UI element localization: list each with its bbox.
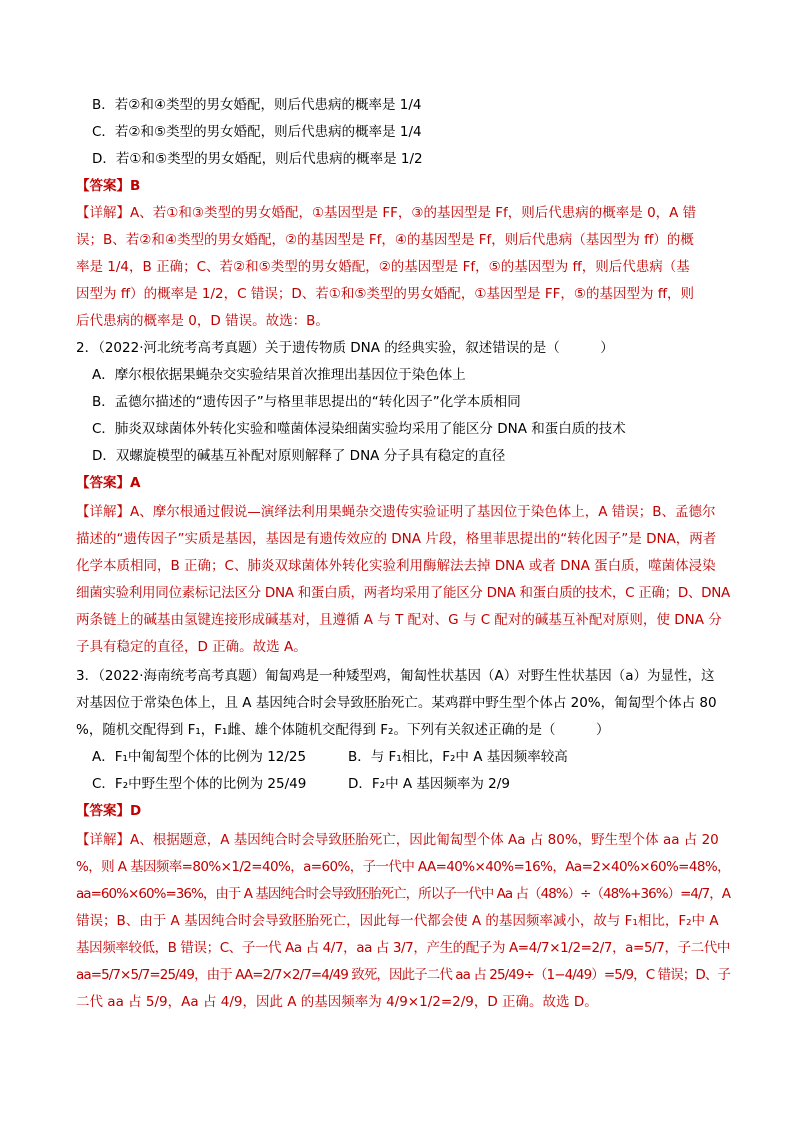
q3-stem-line: %，随机交配得到 F₁，F₁雌、雄个体随机交配得到 F₂。下列有关叙述正确的是（ ）	[76, 722, 610, 738]
q1-explanation-line: 因型为 ff）的概率是 1/2，C 错误；D、若①和⑤类型的男女婚配，①基因型是 FF，⑤的基因型为 ff，则	[76, 286, 695, 302]
q3-option-c: C．F₂中野生型个体的比例为 25/49	[92, 776, 307, 792]
q3-explanation-line: %，则 A 基因频率=80%×1/2=40%，a=60%，子一代中 AA=40%×40%=16%，Aa=2×40%×60%=48%，	[76, 859, 731, 875]
q2-stem: 2．（2022·河北统考高考真题）关于遗传物质 DNA 的经典实验，叙述错误的是（ ）	[76, 340, 614, 356]
q3-explanation-line: aa=5/7×5/7=25/49，由于 AA=2/7×2/7=4/49 致死，因此子二代 aa 占 25/49÷（1−4/49）=5/9，C 错误；D、子	[76, 967, 730, 983]
q3-explanation-line: 错误；B、由于 A 基因纯合时会导致胚胎死亡，因此每一代都会使 A 的基因频率减小，故与 F₁相比，F₂中 A	[76, 913, 719, 929]
q2-option-b: B．孟德尔描述的“遗传因子”与格里菲思提出的“转化因子”化学本质相同	[92, 394, 521, 410]
q2-explanation-line: 描述的“遗传因子”实质是基因，基因是有遗传效应的 DNA 片段，格里菲思提出的“转化因子”是 DNA，两者	[76, 531, 717, 547]
q3-stem-line: 对基因位于常染色体上，且 A 基因纯合时会导致胚胎死亡。某鸡群中野生型个体占 20%，匍匐型个体占 80	[76, 695, 717, 711]
q2-option-a: A．摩尔根依据果蝇杂交实验结果首次推理出基因位于染色体上	[92, 367, 466, 383]
q1-explanation-line: 率是 1/4，B 正确；C、若②和⑤类型的男女婚配，②的基因型是 Ff，⑤的基因型为 ff，则后代患病（基	[76, 259, 690, 275]
q2-explanation-line: 【详解】A、摩尔根通过假说—演绎法利用果蝇杂交遗传实验证明了基因位于染色体上，A 错误；B、孟德尔	[76, 504, 716, 520]
q1-option-d: D．若①和⑤类型的男女婚配，则后代患病的概率是 1/2	[92, 151, 423, 167]
q1-explanation-line: 误；B、若②和④类型的男女婚配，②的基因型是 Ff，④的基因型是 Ff，则后代患病（基因型为 ff）的概	[76, 232, 694, 248]
q3-answer: 【答案】D	[76, 803, 142, 819]
q1-option-b: B．若②和④类型的男女婚配，则后代患病的概率是 1/4	[92, 97, 422, 113]
q3-option-b: B．与 F₁相比，F₂中 A 基因频率较高	[348, 749, 568, 765]
q2-explanation-line: 化学本质相同，B 正确；C、肺炎双球菌体外转化实验利用酶解法去掉 DNA 或者 DNA 蛋白质，噬菌体浸染	[76, 558, 716, 574]
q1-explanation-line: 后代患病的概率是 0，D 错误。故选：B。	[76, 313, 329, 329]
q3-option-a: A．F₁中匍匐型个体的比例为 12/25	[92, 749, 307, 765]
q2-explanation-line: 细菌实验利用同位素标记法区分 DNA 和蛋白质，两者均采用了能区分 DNA 和蛋白质的技术，C 正确；D、DNA	[76, 585, 731, 601]
q2-option-c: C．肺炎双球菌体外转化实验和噬菌体浸染细菌实验均采用了能区分 DNA 和蛋白质的技术	[92, 421, 626, 437]
q1-explanation-line: 【详解】A、若①和③类型的男女婚配，①基因型是 FF，③的基因型是 Ff，则后代患病的概率是 0，A 错	[76, 205, 697, 221]
q2-option-d: D．双螺旋模型的碱基互补配对原则解释了 DNA 分子具有稳定的直径	[92, 448, 506, 464]
q3-explanation-line: 基因频率较低，B 错误；C、子一代 Aa 占 4/7，aa 占 3/7，产生的配子为 A=4/7×1/2=2/7，a=5/7，子二代中	[76, 940, 730, 956]
q3-explanation-line: 【详解】A、根据题意，A 基因纯合时会导致胚胎死亡，因此匍匐型个体 Aa 占 80%，野生型个体 aa 占 20	[76, 832, 719, 848]
q1-answer: 【答案】B	[76, 178, 141, 194]
q2-answer: 【答案】A	[76, 475, 141, 491]
q1-option-c: C．若②和⑤类型的男女婚配，则后代患病的概率是 1/4	[92, 124, 422, 140]
q2-explanation-line: 两条链上的碱基由氢键连接形成碱基对，且遵循 A 与 T 配对、G 与 C 配对的碱基互补配对原则，使 DNA 分	[76, 612, 722, 628]
q2-explanation-line: 子具有稳定的直径，D 正确。故选 A。	[76, 639, 307, 655]
q3-explanation-line: 二代 aa 占 5/9，Aa 占 4/9，因此 A 的基因频率为 4/9×1/2=2/9，D 正确。故选 D。	[76, 994, 598, 1010]
q3-explanation-line: aa=60%×60%=36%，由于 A 基因纯合时会导致胚胎死亡，所以子一代中 Aa 占（48%）÷（48%+36%）=4/7，A	[76, 886, 731, 902]
q3-stem-line: 3．（2022·海南统考高考真题）匍匐鸡是一种矮型鸡，匍匐性状基因（A）对野生性状基因（a）为显性，这	[76, 668, 715, 684]
q3-option-d: D．F₂中 A 基因频率为 2/9	[348, 776, 510, 792]
